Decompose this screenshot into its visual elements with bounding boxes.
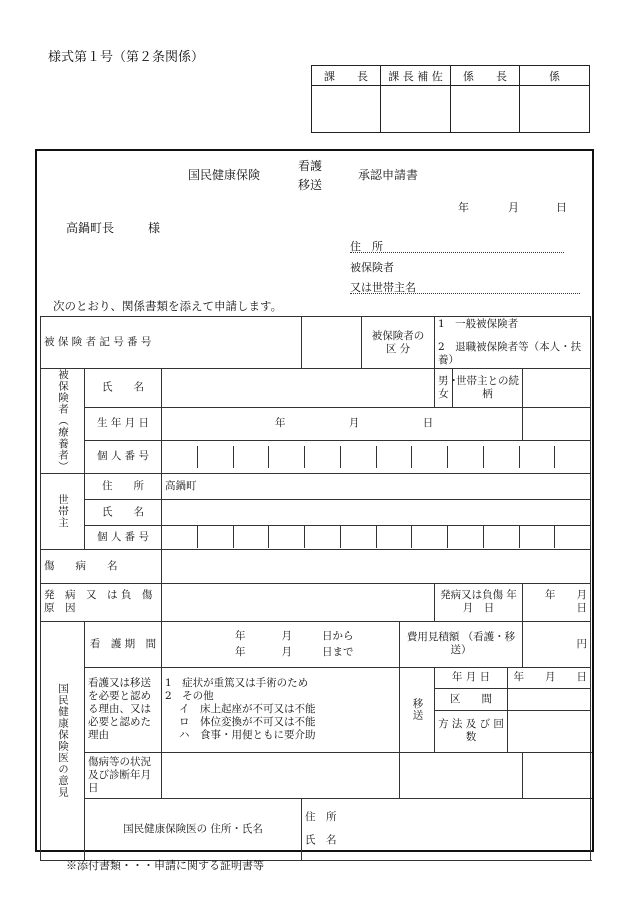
reason-option-ha[interactable]: ハ 食事・用便ともに要介助 (179, 729, 316, 741)
head-address-label: 住 所 (85, 473, 162, 499)
approval-header-subchief: 係 長 (451, 66, 520, 86)
birth-date-value[interactable] (162, 407, 523, 440)
addressee-name: 高鍋町長 (66, 221, 115, 235)
doctor-addr-name-label: 国民健康保険医の 住所・氏名 (85, 798, 302, 860)
title-option-transport: 移送 (298, 178, 323, 192)
transport-method-value[interactable] (508, 710, 591, 751)
insured-number-label: 被 保 険 者 記 号 番 号 (41, 317, 302, 369)
condition-value-3[interactable] (523, 752, 591, 798)
application-table (40, 316, 591, 861)
birth-year: 年 (275, 417, 286, 429)
reason-option-ro[interactable]: ロ 体位変換が不可又は不能 (179, 716, 316, 728)
condition-label: 傷病等の状況及び診断年月日 (85, 752, 162, 798)
birth-day: 日 (422, 417, 434, 429)
reason-option-i[interactable]: イ 床上起座が不可又は不能 (179, 703, 316, 715)
approval-header-staff: 係 (520, 66, 590, 86)
transport-method-label: 方 法 及 び 回 数 (435, 710, 508, 751)
cost-estimate-label: 費用見積額 （看護・移送） (400, 621, 523, 667)
footnote: ※添付書類・・・申請に関する証明書等 (66, 859, 264, 872)
addressee-honorific: 様 (148, 221, 161, 235)
approval-header-deputy: 課 長 補 佐 (381, 66, 451, 86)
category-option-general[interactable]: 1 一般被保険者 (438, 318, 519, 330)
personal-number-label: 個 人 番 号 (85, 440, 162, 473)
condition-value[interactable] (162, 752, 400, 798)
personal-number-boxes[interactable] (162, 440, 591, 473)
date-year: 年 (458, 201, 469, 214)
approval-header-chief: 課 長 (312, 66, 381, 86)
date-month: 月 (508, 201, 519, 214)
approval-stamp-cell[interactable] (520, 86, 590, 133)
transport-date-value[interactable]: 年 月 日 (508, 668, 591, 689)
care-period-label: 看 護 期 間 (85, 621, 162, 667)
head-address-value[interactable]: 高鍋町 (162, 473, 591, 499)
reason-options[interactable] (162, 667, 400, 752)
birth-date-label: 生 年 月 日 (85, 407, 162, 440)
injury-name-value[interactable] (162, 549, 591, 583)
transport-date-label: 年 月 日 (435, 668, 508, 689)
transport-section-label: 区 間 (435, 689, 508, 711)
condition-value-2[interactable] (400, 752, 523, 798)
head-personal-number-label: 個 人 番 号 (85, 525, 162, 549)
patient-group-label: 被保険者（療養者） (41, 369, 85, 474)
form-number: 様式第１号（第２条関係） (48, 50, 205, 65)
name-value[interactable] (162, 369, 435, 408)
transport-section-value[interactable] (508, 689, 591, 711)
relation-label: 世帯主との続柄 (453, 369, 523, 408)
approval-stamp-cell[interactable] (312, 86, 381, 133)
doctor-name-label: 氏 名 (305, 834, 337, 846)
insured-number-value[interactable] (302, 317, 362, 369)
transport-details (435, 667, 591, 752)
reason-option-1[interactable]: 1 症状が重篤又は手術のため (165, 677, 309, 689)
onset-cause-value[interactable] (162, 583, 435, 621)
reason-option-2[interactable]: 2 その他 (165, 690, 214, 702)
head-personal-number-boxes[interactable] (162, 525, 591, 549)
approval-stamp-table (311, 65, 590, 133)
doctor-addr-name-value[interactable] (302, 798, 591, 860)
title-option-care: 看護 (298, 159, 323, 173)
approval-stamp-cell[interactable] (451, 86, 520, 133)
date-day: 日 (556, 201, 567, 214)
care-period-value[interactable]: 年 月 日から 年 月 日まで (162, 621, 400, 667)
head-name-label: 氏 名 (85, 499, 162, 525)
relation-value[interactable] (523, 369, 591, 408)
transport-group-label: 移送 (400, 667, 435, 752)
insured-category-label: 被保険者の 区 分 (362, 317, 435, 369)
gender-label[interactable]: 男・女 (435, 369, 453, 408)
onset-date-value[interactable]: 年 月 日 (523, 583, 591, 621)
onset-cause-label: 発 病 又 は 負 傷 原 因 (41, 583, 162, 621)
title-left: 国民健康保険 (188, 168, 261, 182)
applicant-name-label: 又は世帯主名 (350, 281, 416, 294)
reason-label: 看護又は移送を必要と認める理由、又は必要と認めた理由 (85, 667, 162, 752)
approval-stamp-cell[interactable] (381, 86, 451, 133)
applicant-address-label: 住 所 (350, 240, 383, 253)
applicant-address-line[interactable] (350, 238, 564, 253)
birth-date-blank (523, 407, 591, 440)
birth-month: 月 (348, 417, 360, 429)
intro-text: 次のとおり、関係書類を添えて申請します。 (53, 299, 283, 313)
household-head-group-label: 世帯主 (41, 473, 85, 549)
onset-date-label: 発病又は負傷 年 月 日 (435, 583, 523, 621)
head-name-value[interactable] (162, 499, 591, 525)
applicant-name-line[interactable] (350, 279, 580, 294)
insured-category-options[interactable] (435, 317, 591, 369)
cost-estimate-value[interactable]: 円 (523, 621, 591, 667)
name-label: 氏 名 (85, 369, 162, 408)
doctor-address-label: 住 所 (305, 811, 337, 823)
title-right: 承認申請書 (358, 168, 419, 182)
doctor-opinion-group-label: 国民健康保険医の意見 (41, 621, 85, 860)
applicant-insured-label: 被保険者 (350, 261, 394, 274)
category-option-retired[interactable]: 2 退職被保険者等（本人・扶養） (438, 341, 582, 366)
injury-name-label: 傷 病 名 (41, 549, 162, 583)
